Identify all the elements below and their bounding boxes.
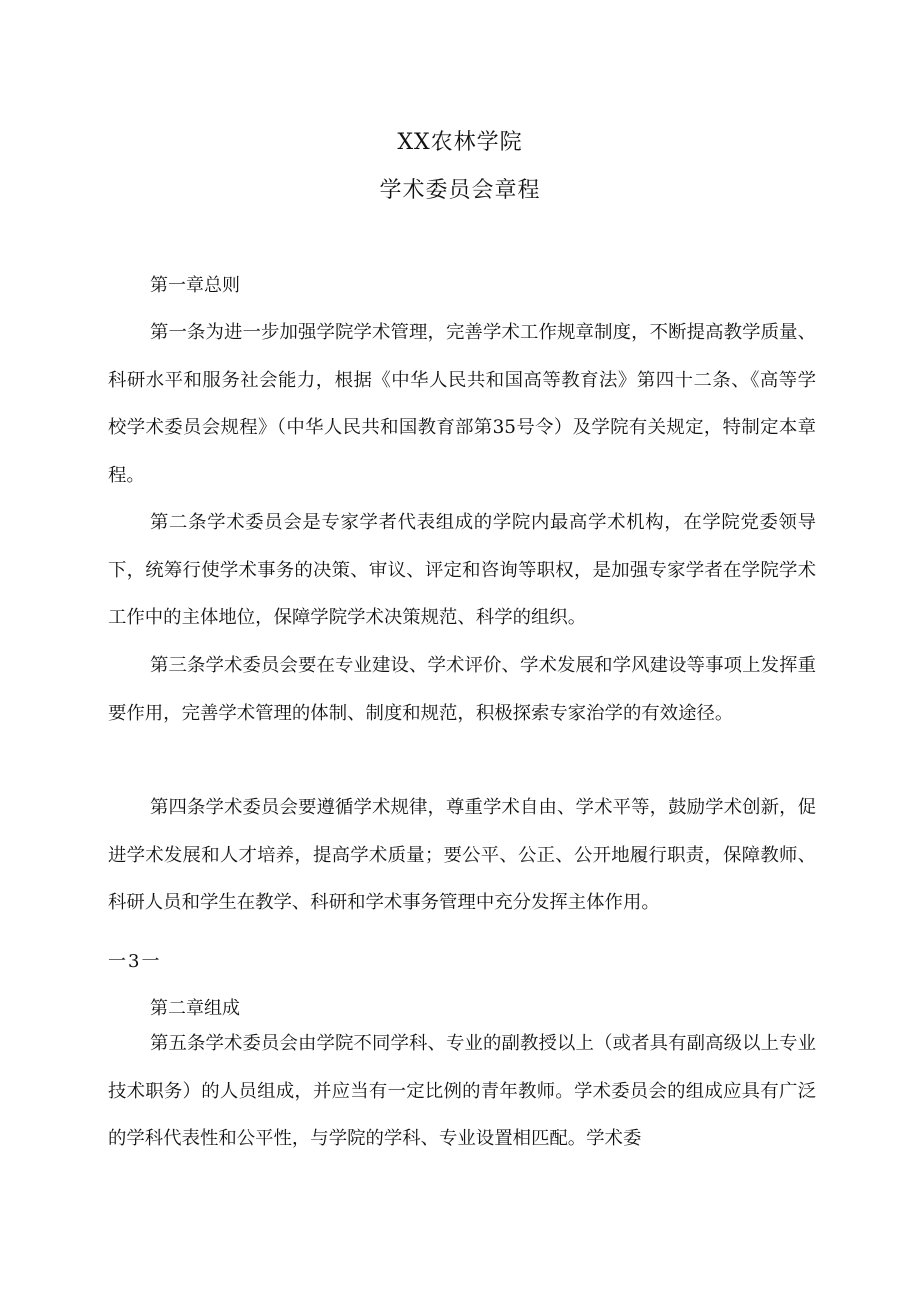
document-title-charter: 学术委员会章程 (379, 178, 541, 203)
article-2-paragraph: 第二条学术委员会是专家学者代表组成的学院内最高学术机构，在学院党委领导下，统筹行使学术事务的决策、审议、评定和咨询等职权，是加强专家学者在学院学术工作中的主体地位，保障学院学术决策规范、科学的组织。 (108, 512, 816, 629)
article-4-paragraph: 第四条学术委员会要遵循学术规律，尊重学术自由、学术平等，鼓励学术创新，促进学术发展和人才培养，提高学术质量；要公平、公正、公开地履行职责，保障教师、科研人员和学生在教学、科研和学术事务管理中充分发挥主体作用。 (108, 797, 816, 914)
article-1-paragraph: 第一条为进一步加强学院学术管理，完善学术工作规章制度，不断提高教学质量、科研水平和服务社会能力，根据《中华人民共和国高等教育法》第四十二条、《高等学校学术委员会规程》（中华人民共和国教育部第35号令）及学院有关规定，特制定本章程。 (108, 322, 816, 486)
page-number: 一3一 (108, 951, 162, 972)
article-5-paragraph: 第五条学术委员会由学院不同学科、专业的副教授以上（或者具有副高级以上专业技术职务）的人员组成，并应当有一定比例的青年教师。学术委员会的组成应具有广泛的学科代表性和公平性，与学院的学科、专业设置相匹配。学术委 (108, 1033, 816, 1150)
chapter-1-heading: 第一章总则 (150, 275, 240, 296)
chapter-2-heading: 第二章组成 (150, 998, 240, 1019)
document-title-institution: XX农林学院 (397, 130, 523, 155)
article-3-paragraph: 第三条学术委员会要在专业建设、学术评价、学术发展和学风建设等事项上发挥重要作用，完善学术管理的体制、制度和规范，积极探索专家治学的有效途径。 (108, 655, 816, 724)
